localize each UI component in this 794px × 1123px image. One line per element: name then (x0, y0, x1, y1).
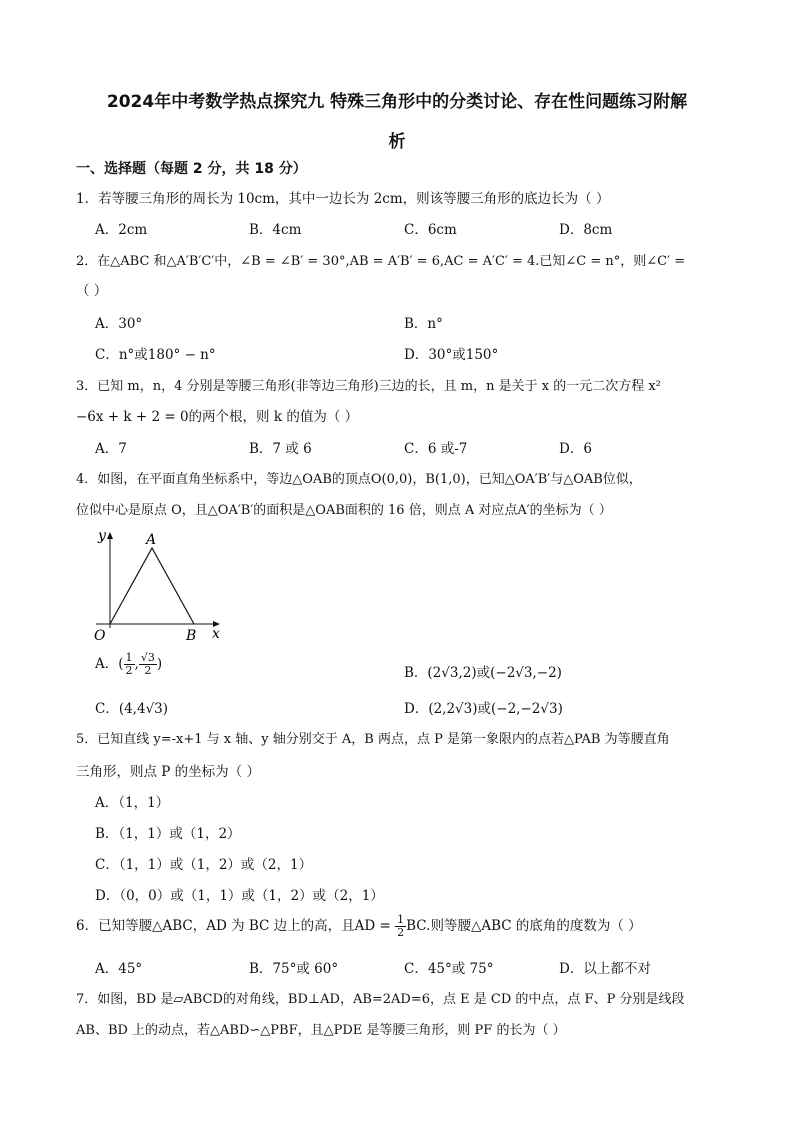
q1-option-a: A．2cm (95, 222, 148, 238)
question-6 (76, 914, 642, 939)
q2-option-a: A．30° (95, 316, 143, 332)
page-title (40, 82, 754, 162)
q5-option-d: D．（0，0）或（1，1）或（1，2）或（2，1） (95, 888, 384, 904)
q6-frac-num: 1 (397, 913, 405, 926)
q6-frac-den: 2 (397, 926, 405, 939)
q1-option-c: C．6cm (404, 222, 457, 238)
q4-option-a-frac-1 (124, 652, 135, 677)
q4-option-a-prefix: A．( (95, 656, 124, 672)
question-4-cont: 位似中心是原点 O，且△OA′B′的面积是△OAB面积的 16 倍，则点 A 对应点A′的坐标为（ ） (76, 503, 612, 518)
question-2-cont: （ ） (76, 283, 108, 299)
triangle-figure (88, 528, 228, 644)
q3-option-d: D．6 (559, 441, 592, 457)
q6-fraction (395, 914, 406, 939)
y-axis-arrow-icon (107, 532, 113, 539)
frac-1-num: 1 (125, 651, 133, 664)
q2-option-c: C．n°或180° − n° (95, 347, 216, 363)
title-line-2: 析 (388, 132, 406, 152)
q2-option-b: B．n° (404, 316, 443, 332)
question-2: 2．在△ABC 和△A′B′C′中，∠B = ∠B′ = 30°,AB = A′B′ = 6,AC = A′C′ = 4.已知∠C = n°，则∠C′ = (76, 254, 686, 269)
question-7: 7．如图，BD 是▱ABCD的对角线，BD⊥AD，AB=2AD=6，点 E 是 CD 的中点，点 F、P 分别是线段 (76, 992, 685, 1007)
question-4: 4．如图，在平面直角坐标系中，等边△OAB的顶点O(0,0)，B(1,0)，已知△OA′B′与△OAB位似， (76, 472, 642, 487)
q3-option-c: C．6 或-7 (404, 441, 468, 457)
q1-option-b: B．4cm (249, 222, 302, 238)
frac-2-den: 2 (144, 664, 152, 677)
q5-option-b: B．（1，1）或（1，2） (95, 826, 241, 842)
q6-text-before: 6．已知等腰△ABC，AD 为 BC 边上的高，且AD = (76, 918, 396, 934)
q3-option-a: A．7 (95, 441, 127, 457)
label-x: x (212, 626, 220, 642)
q2-option-d: D．30°或150° (404, 347, 499, 363)
q1-option-d: D．8cm (559, 222, 613, 238)
frac-1-den: 2 (125, 664, 133, 677)
label-a: A (146, 532, 157, 548)
question-3-cont: −6x + k + 2 = 0的两个根，则 k 的值为（ ） (76, 409, 359, 425)
question-1: 1．若等腰三角形的周长为 10cm，其中一边长为 2cm，则该等腰三角形的底边长为（ ） (76, 191, 610, 207)
question-3: 3．已知 m，n，4 分别是等腰三角形(非等边三角形)三边的长，且 m，n 是关于 x 的一元二次方程 x² (76, 379, 661, 394)
q6-text-after: BC.则等腰△ABC 的底角的度数为（ ） (406, 918, 642, 934)
q4-option-a-frac-2 (139, 652, 157, 677)
label-o: O (94, 628, 106, 644)
q6-option-d: D．以上都不对 (559, 961, 651, 977)
q6-option-b: B．75°或 60° (249, 961, 339, 977)
q4-option-a: A．( $\frac{1}{2}$ , $\frac{√3}{2}$ ) (95, 651, 163, 677)
q3-option-b: B．7 或 6 (249, 441, 312, 457)
q5-option-a: A．（1，1） (95, 795, 170, 811)
question-5-cont: 三角形，则点 P 的坐标为（ ） (76, 764, 260, 780)
q4-option-b: B．(2√3,2)或(−2√3,−2) (404, 665, 562, 681)
label-b: B (186, 628, 197, 644)
question-5: 5．已知直线 y=-x+1 与 x 轴、y 轴分别交于 A，B 两点，点 P 是第一象限内的点若△PAB 为等腰直角 (76, 732, 670, 747)
title-line-1: 2024年中考数学热点探究九 特殊三角形中的分类讨论、存在性问题练习附解 (106, 92, 688, 112)
triangle-oab (110, 548, 194, 624)
question-7-cont: AB、BD 上的动点，若△ABD∽△PBF，且△PDE 是等腰三角形，则 PF 的长为（ ） (76, 1023, 566, 1038)
section-heading: 一、选择题（每题 2 分，共 18 分） (76, 161, 307, 177)
q4-option-d: D．(2,2√3)或(−2,−2√3) (404, 701, 563, 717)
q4-option-a-suffix: ) (156, 656, 163, 672)
label-y: y (98, 528, 106, 544)
q6-option-a: A．45° (95, 961, 143, 977)
q6-option-c: C．45°或 75° (404, 961, 494, 977)
q4-option-c: C．(4,4√3) (95, 701, 169, 717)
q5-option-c: C．（1，1）或（1，2）或（2，1） (95, 857, 313, 873)
frac-2-num: √3 (140, 651, 155, 664)
